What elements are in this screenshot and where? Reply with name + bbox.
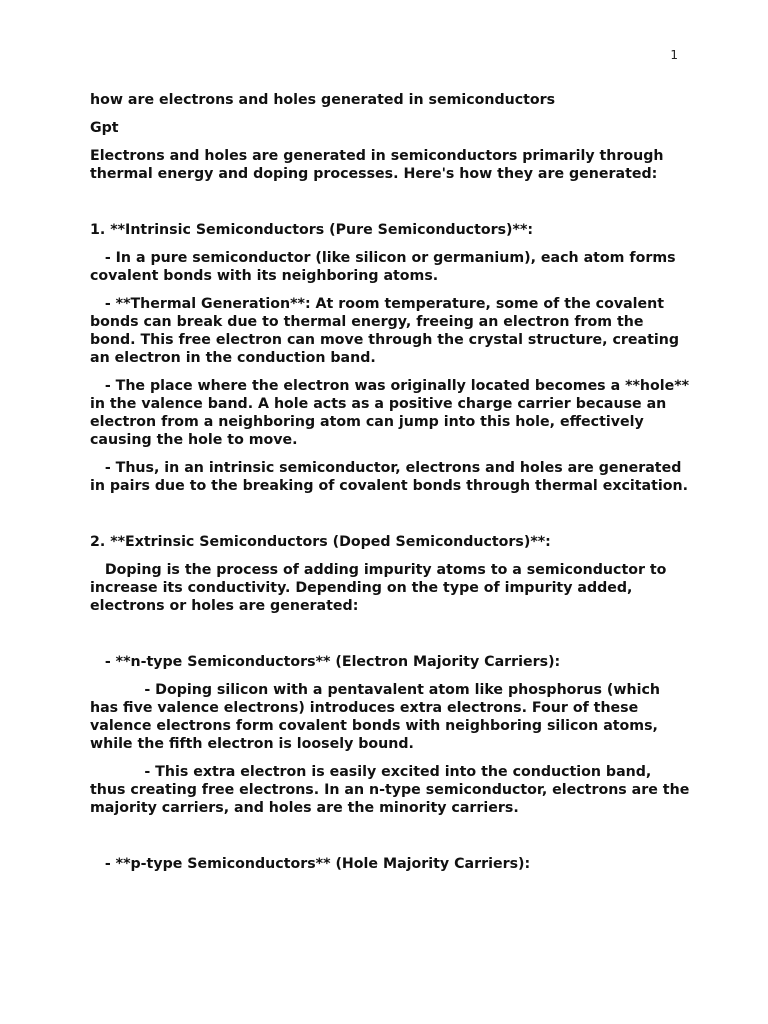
section1-paragraph-1: - In a pure semiconductor (like silicon or germanium), each atom forms covalent bonds with its neighboring atoms. (90, 250, 681, 284)
ntype-paragraph-1: - Doping silicon with a pentavalent atom like phosphorus (which has five valence electrons) introduces extra electrons. Four of these valence electrons form covalent bonds with neighboring silicon atoms, while the fifth electron is loosely bound. (90, 682, 665, 752)
spacer (90, 625, 690, 653)
section1-paragraph-4: - Thus, in an intrinsic semiconductor, electrons and holes are generated in pairs due to the breaking of covalent bonds through thermal excitation. (90, 460, 689, 494)
spacer (90, 505, 690, 533)
spacer (90, 827, 690, 855)
section1-heading: 1. **Intrinsic Semiconductors (Pure Semiconductors)**: (90, 222, 534, 238)
ptype-heading: - **p-type Semiconductors** (Hole Majority Carriers): (90, 856, 531, 872)
section2-heading: 2. **Extrinsic Semiconductors (Doped Semiconductors)**: (90, 534, 551, 550)
ntype-heading: - **n-type Semiconductors** (Electron Majority Carriers): (90, 654, 561, 670)
page-number: 1 (670, 48, 678, 62)
author-line: Gpt (90, 120, 119, 136)
document-body (90, 91, 695, 883)
section2-paragraph-1: Doping is the process of adding impurity atoms to a semiconductor to increase its conductivity. Depending on the type of impurity added, electrons or holes are generated: (90, 562, 672, 614)
section1-paragraph-2: - **Thermal Generation**: At room temperature, some of the covalent bonds can break due to thermal energy, freeing an electron from the bond. This free electron can move through the crystal structure, creating an electron in the conduction band. (90, 296, 684, 366)
question-line: how are electrons and holes generated in semiconductors (90, 92, 556, 108)
intro-paragraph: Electrons and holes are generated in semiconductors primarily through thermal energy and doping processes. Here's how they are generated: (90, 148, 669, 182)
ntype-paragraph-2: - This extra electron is easily excited into the conduction band, thus creating free electrons. In an n-type semiconductor, electrons are the majority carriers, and holes are the minority carriers. (90, 764, 695, 816)
section1-paragraph-3: - The place where the electron was originally located becomes a **hole** in the valence band. A hole acts as a positive charge carrier because an electron from a neighboring atom can jump into this hole, effectively causing the hole to move. (90, 378, 695, 448)
spacer (90, 193, 690, 221)
